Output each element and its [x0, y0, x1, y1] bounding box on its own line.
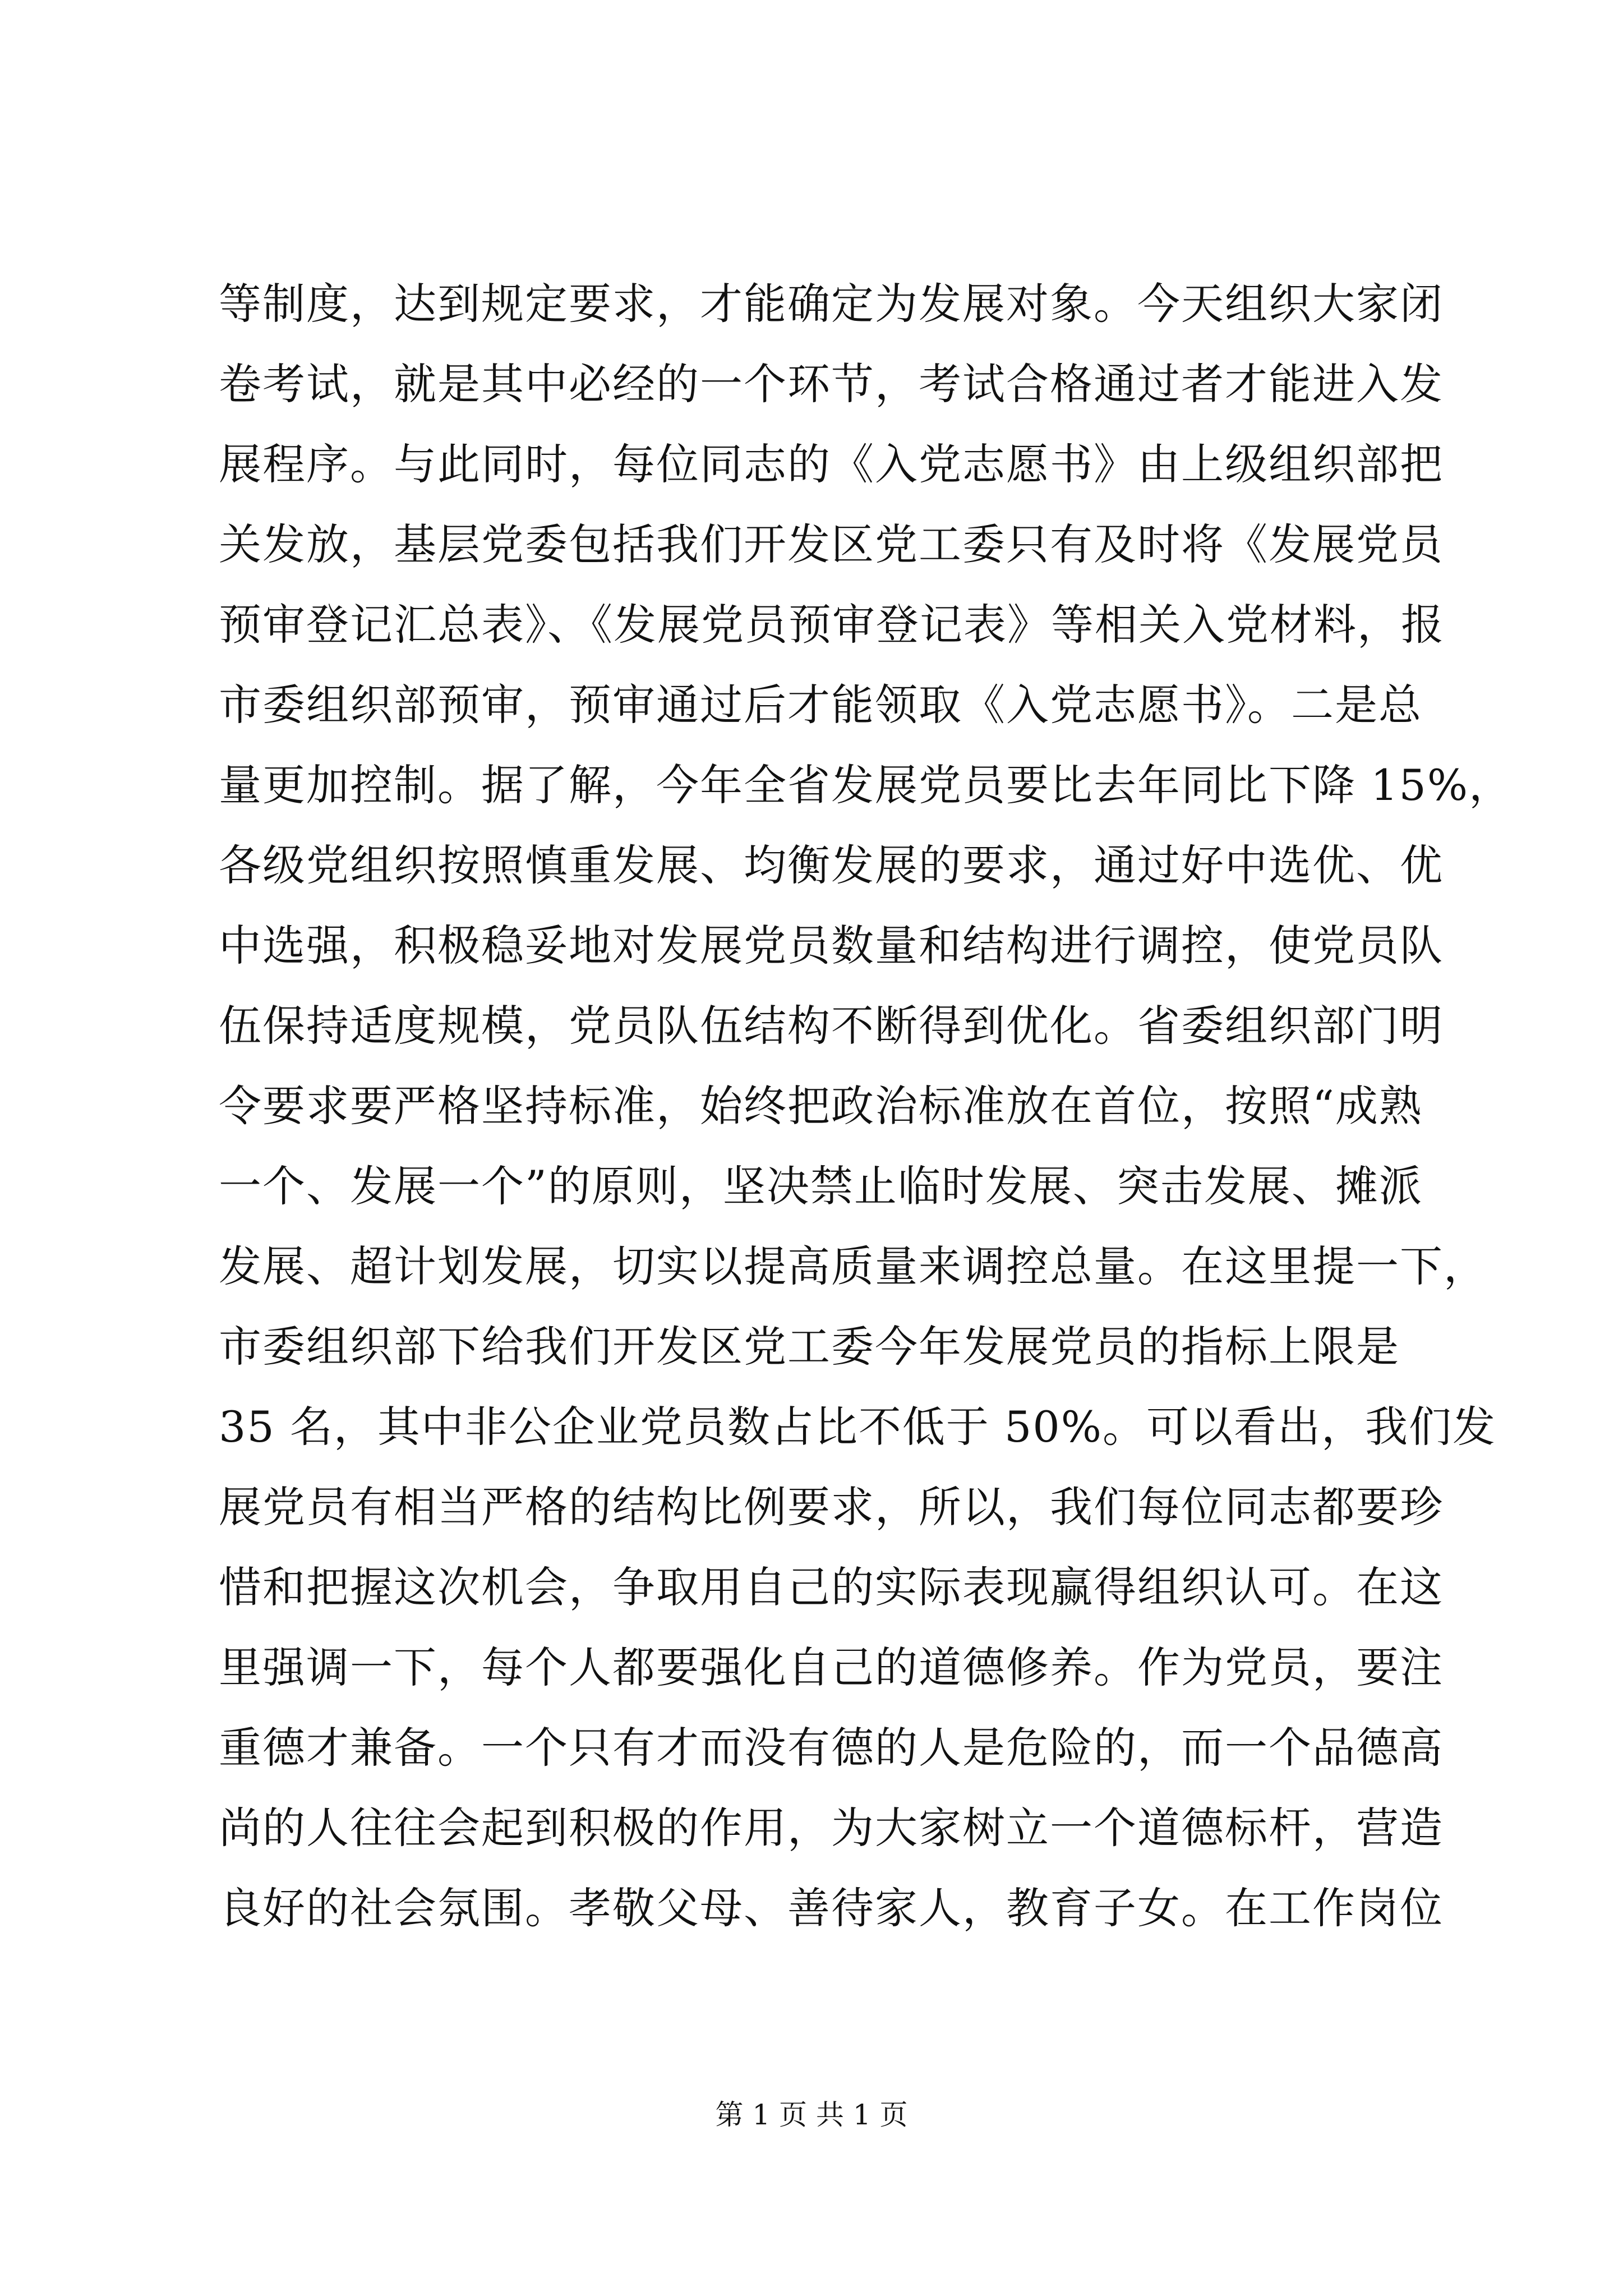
text-line: 令要求要严格坚持标准，始终把政治标准放在首位，按照“成熟: [219, 1081, 1423, 1131]
text-line: 重德才兼备。一个只有才而没有德的人是危险的，而一个品德高: [219, 1723, 1444, 1773]
document-body: [219, 264, 1513, 1948]
text-line: 市委组织部预审，预审通过后才能领取《入党志愿书》。二是总: [219, 680, 1422, 730]
text-line: 预审登记汇总表》、《发展党员预审登记表》等相关入党材料，报: [219, 600, 1445, 650]
page-footer: 第 1 页 共 1 页: [715, 2099, 908, 2131]
text-line: 里强调一下，每个人都要强化自己的道德修养。作为党员，要注: [219, 1642, 1444, 1692]
text-line: 关发放，基层党委包括我们开发区党工委只有及时将《发展党员: [219, 519, 1444, 569]
text-line: 惜和把握这次机会，争取用自己的实际表现赢得组织认可。在这: [219, 1562, 1444, 1612]
text-line: 一个、发展一个”的原则，坚决禁止临时发展、突击发展、摊派: [219, 1161, 1423, 1211]
text-line: 发展、超计划发展，切实以提高质量来调控总量。在这里提一下，: [219, 1241, 1487, 1291]
text-line: 良好的社会氛围。孝敬父母、善待家人，教育子女。在工作岗位: [219, 1883, 1444, 1933]
text-line: 尚的人往往会起到积极的作用，为大家树立一个道德标杆，营造: [219, 1803, 1444, 1853]
text-line: 中选强，积极稳妥地对发展党员数量和结构进行调控，使党员队: [219, 921, 1444, 970]
text-line: 市委组织部下给我们开发区党工委今年发展党员的指标上限是: [219, 1322, 1400, 1372]
text-line: 35 名，其中非公企业党员数占比不低于 50%。可以看出，我们发: [219, 1402, 1496, 1452]
text-line: 量更加控制。据了解，今年全省发展党员要比去年同比下降 15%，: [219, 760, 1513, 810]
text-line: 展程序。与此同时，每位同志的《入党志愿书》由上级组织部把: [219, 439, 1444, 489]
text-line: 展党员有相当严格的结构比例要求，所以，我们每位同志都要珍: [219, 1482, 1444, 1532]
text-line: 卷考试，就是其中必经的一个环节，考试合格通过者才能进入发: [219, 359, 1444, 409]
text-line: 等制度，达到规定要求，才能确定为发展对象。今天组织大家闭: [219, 279, 1444, 329]
text-line: 伍保持适度规模，党员队伍结构不断得到优化。省委组织部门明: [219, 1001, 1444, 1051]
text-line: 各级党组织按照慎重发展、均衡发展的要求，通过好中选优、优: [219, 840, 1444, 890]
